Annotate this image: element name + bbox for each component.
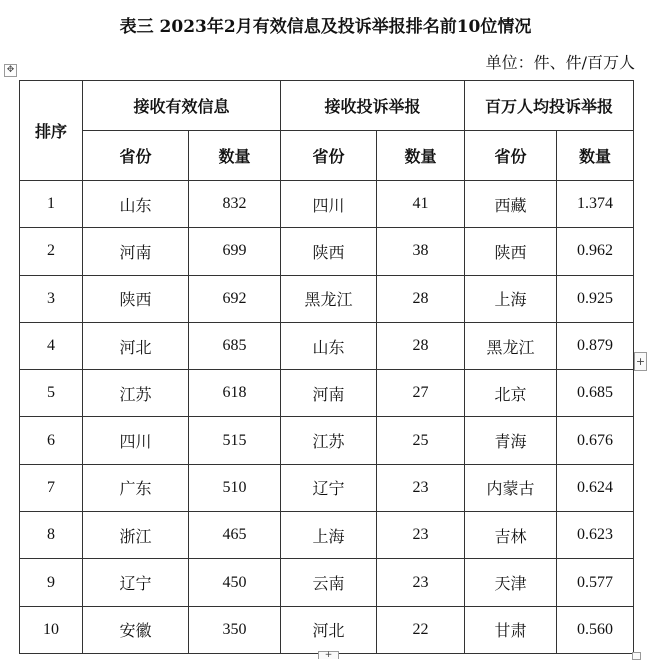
subheader-count: 数量 <box>557 131 634 181</box>
percap-province-cell: 内蒙古 <box>465 464 557 511</box>
add-column-icon[interactable]: + <box>634 352 647 371</box>
percap-value-cell: 0.676 <box>557 417 634 464</box>
rank-cell: 4 <box>20 322 83 369</box>
percap-value-cell: 0.685 <box>557 370 634 417</box>
subheader-province: 省份 <box>465 131 557 181</box>
complaint-count-cell: 27 <box>377 370 465 417</box>
info-count-cell: 515 <box>189 417 281 464</box>
percap-value-cell: 1.374 <box>557 181 634 228</box>
info-count-cell: 685 <box>189 322 281 369</box>
percap-province-cell: 陕西 <box>465 228 557 275</box>
add-row-icon[interactable]: + <box>318 651 339 659</box>
percap-province-cell: 青海 <box>465 417 557 464</box>
complaint-count-cell: 25 <box>377 417 465 464</box>
unit-note: 单位：件、件/百万人 <box>485 53 635 72</box>
info-count-cell: 699 <box>189 228 281 275</box>
table-row <box>20 464 634 511</box>
info-count-cell: 832 <box>189 181 281 228</box>
percap-value-cell: 0.560 <box>557 606 634 653</box>
info-province-cell: 河北 <box>83 322 189 369</box>
group-header-valid-info: 接收有效信息 <box>83 81 281 131</box>
complaint-province-cell: 云南 <box>281 559 377 606</box>
subheader-province: 省份 <box>83 131 189 181</box>
sub-header-row <box>20 131 634 181</box>
complaint-province-cell: 陕西 <box>281 228 377 275</box>
document-title: 表三 2023年2月有效信息及投诉举报排名前10位情况 <box>119 17 532 37</box>
percap-province-cell: 北京 <box>465 370 557 417</box>
info-province-cell: 山东 <box>83 181 189 228</box>
info-count-cell: 350 <box>189 606 281 653</box>
table-body <box>20 181 634 654</box>
rank-cell: 2 <box>20 228 83 275</box>
table-row <box>20 417 634 464</box>
subheader-count: 数量 <box>189 131 281 181</box>
info-province-cell: 陕西 <box>83 275 189 322</box>
complaint-count-cell: 22 <box>377 606 465 653</box>
table-row <box>20 512 634 559</box>
complaint-province-cell: 辽宁 <box>281 464 377 511</box>
table-row <box>20 181 634 228</box>
info-province-cell: 四川 <box>83 417 189 464</box>
complaint-count-cell: 23 <box>377 464 465 511</box>
complaint-count-cell: 23 <box>377 559 465 606</box>
percap-value-cell: 0.623 <box>557 512 634 559</box>
group-header-per-million: 百万人均投诉举报 <box>465 81 634 131</box>
info-count-cell: 465 <box>189 512 281 559</box>
table-row <box>20 559 634 606</box>
subheader-count: 数量 <box>377 131 465 181</box>
complaint-province-cell: 黑龙江 <box>281 275 377 322</box>
percap-province-cell: 吉林 <box>465 512 557 559</box>
info-province-cell: 安徽 <box>83 606 189 653</box>
rank-cell: 5 <box>20 370 83 417</box>
table-row <box>20 275 634 322</box>
percap-province-cell: 黑龙江 <box>465 322 557 369</box>
rank-cell: 8 <box>20 512 83 559</box>
rank-cell: 1 <box>20 181 83 228</box>
rank-cell: 9 <box>20 559 83 606</box>
complaint-province-cell: 上海 <box>281 512 377 559</box>
percap-province-cell: 天津 <box>465 559 557 606</box>
percap-province-cell: 西藏 <box>465 181 557 228</box>
info-count-cell: 618 <box>189 370 281 417</box>
complaint-count-cell: 28 <box>377 275 465 322</box>
complaint-province-cell: 河北 <box>281 606 377 653</box>
percap-province-cell: 甘肃 <box>465 606 557 653</box>
percap-value-cell: 0.925 <box>557 275 634 322</box>
table-row <box>20 370 634 417</box>
rank-cell: 7 <box>20 464 83 511</box>
complaint-count-cell: 28 <box>377 322 465 369</box>
info-count-cell: 450 <box>189 559 281 606</box>
rank-cell: 3 <box>20 275 83 322</box>
complaint-province-cell: 江苏 <box>281 417 377 464</box>
complaint-province-cell: 四川 <box>281 181 377 228</box>
info-count-cell: 510 <box>189 464 281 511</box>
complaint-count-cell: 41 <box>377 181 465 228</box>
info-province-cell: 河南 <box>83 228 189 275</box>
ranking-table <box>19 80 634 654</box>
info-count-cell: 692 <box>189 275 281 322</box>
complaint-province-cell: 河南 <box>281 370 377 417</box>
info-province-cell: 辽宁 <box>83 559 189 606</box>
rank-cell: 6 <box>20 417 83 464</box>
group-header-complaints: 接收投诉举报 <box>281 81 465 131</box>
subheader-province: 省份 <box>281 131 377 181</box>
table-row <box>20 322 634 369</box>
info-province-cell: 广东 <box>83 464 189 511</box>
info-province-cell: 江苏 <box>83 370 189 417</box>
table-move-handle-icon[interactable]: ✥ <box>4 64 17 77</box>
table-row <box>20 228 634 275</box>
table-row <box>20 606 634 653</box>
complaint-province-cell: 山东 <box>281 322 377 369</box>
rank-header: 排序 <box>20 81 83 181</box>
rank-cell: 10 <box>20 606 83 653</box>
percap-province-cell: 上海 <box>465 275 557 322</box>
percap-value-cell: 0.577 <box>557 559 634 606</box>
percap-value-cell: 0.962 <box>557 228 634 275</box>
complaint-count-cell: 38 <box>377 228 465 275</box>
info-province-cell: 浙江 <box>83 512 189 559</box>
group-header-row <box>20 81 634 131</box>
complaint-count-cell: 23 <box>377 512 465 559</box>
percap-value-cell: 0.624 <box>557 464 634 511</box>
percap-value-cell: 0.879 <box>557 322 634 369</box>
